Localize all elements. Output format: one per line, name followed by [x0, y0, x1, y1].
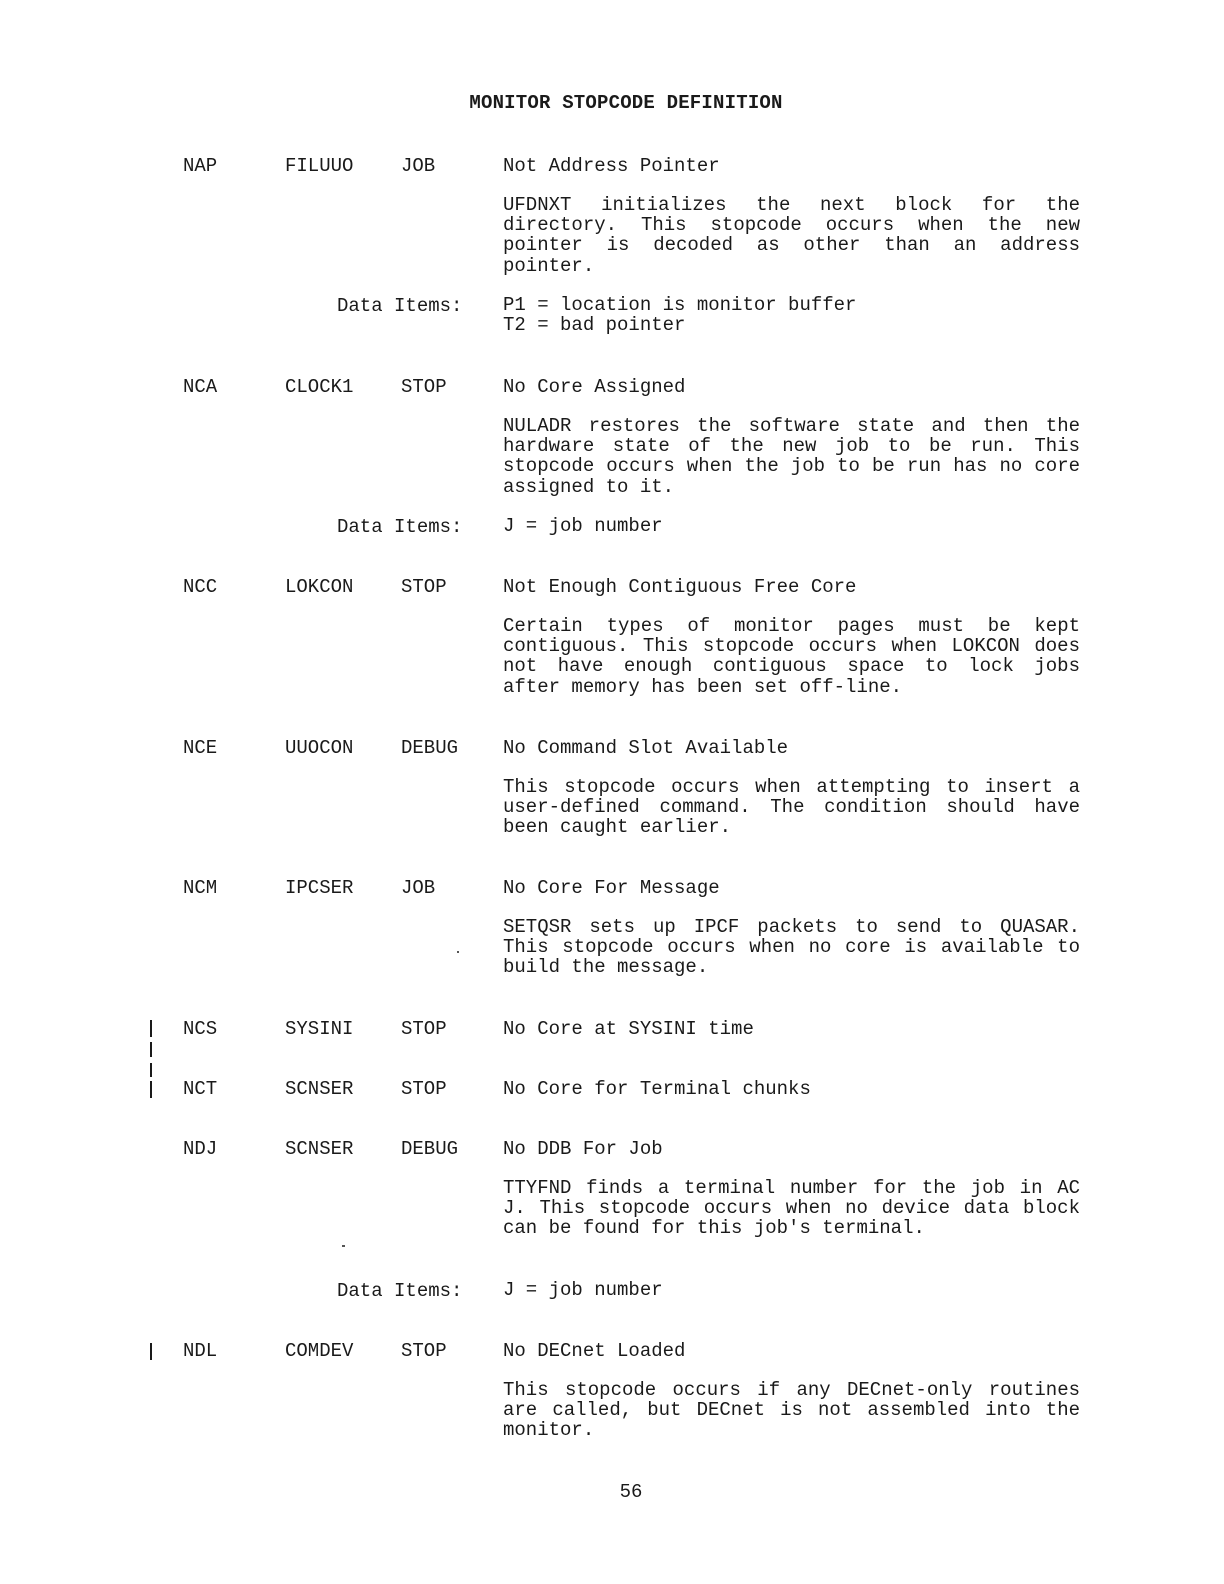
- stopcode-description: This stopcode occurs when attempting to insert a user-defined command. The condition should have been caught earlier.: [503, 776, 1080, 839]
- stopcode-title: No Core at SYSINI time: [503, 1018, 754, 1040]
- stopcode-module: CLOCK1: [285, 376, 354, 398]
- stopcode-title: No Core for Terminal chunks: [503, 1078, 811, 1100]
- stopcode-module: SCNSER: [285, 1078, 354, 1100]
- data-items-label: Data Items:: [337, 295, 463, 317]
- stopcode-description: TTYFND finds a terminal number for the job in AC J. This stopcode occurs when no device data block can be found for this job's terminal.: [503, 1177, 1080, 1240]
- data-items: [503, 295, 856, 335]
- stopcode-module: LOKCON: [285, 576, 354, 598]
- data-items-label: Data Items:: [337, 1280, 463, 1302]
- stopcode-title: No Core Assigned: [503, 376, 686, 398]
- change-bar: [150, 1343, 152, 1360]
- page-title: MONITOR STOPCODE DEFINITION: [469, 92, 783, 114]
- stopcode-name: NDJ: [183, 1138, 218, 1160]
- stopcode-type: STOP: [401, 1018, 447, 1040]
- stopcode-title: No Core For Message: [503, 877, 720, 899]
- data-items: [503, 1280, 663, 1300]
- stopcode-name: NCE: [183, 737, 218, 759]
- stopcode-type: DEBUG: [401, 737, 459, 759]
- stopcode-module: SYSINI: [285, 1018, 354, 1040]
- scan-speck: [342, 1245, 345, 1247]
- data-item: P1 = location is monitor buffer: [503, 294, 857, 316]
- stopcode-module: IPCSER: [285, 877, 354, 899]
- stopcode-name: NCT: [183, 1078, 218, 1100]
- stopcode-module: FILUUO: [285, 155, 354, 177]
- scan-speck: [457, 951, 459, 953]
- data-item: T2 = bad pointer: [503, 314, 686, 337]
- stopcode-description: NULADR restores the software state and then the hardware state of the new job to be run. This stopcode occurs when the job to be run has no core assigned to it.: [503, 415, 1080, 498]
- stopcode-description: Certain types of monitor pages must be kept contiguous. This stopcode occurs when LOKCON does not have enough contiguous space to lock jobs after memory has been set off-line.: [503, 615, 1080, 698]
- stopcode-type: STOP: [401, 576, 447, 598]
- stopcode-name: NDL: [183, 1340, 218, 1362]
- stopcode-type: DEBUG: [401, 1138, 459, 1160]
- change-bar: [150, 1020, 152, 1037]
- stopcode-type: STOP: [401, 1340, 447, 1362]
- stopcode-module: COMDEV: [285, 1340, 354, 1362]
- change-bar: [150, 1081, 152, 1098]
- stopcode-type: JOB: [401, 155, 436, 177]
- stopcode-type: JOB: [401, 877, 436, 899]
- stopcode-title: Not Address Pointer: [503, 155, 720, 177]
- stopcode-name: NCA: [183, 376, 218, 398]
- stopcode-type: STOP: [401, 1078, 447, 1100]
- stopcode-title: Not Enough Contiguous Free Core: [503, 576, 857, 598]
- stopcode-module: UUOCON: [285, 737, 354, 759]
- data-items: [503, 516, 663, 536]
- stopcode-name: NCS: [183, 1018, 218, 1040]
- stopcode-description: SETQSR sets up IPCF packets to send to QUASAR. This stopcode occurs when no core is available to build the message.: [503, 916, 1080, 979]
- stopcode-name: NAP: [183, 155, 218, 177]
- stopcode-module: SCNSER: [285, 1138, 354, 1160]
- data-items-label: Data Items:: [337, 516, 463, 538]
- stopcode-description: This stopcode occurs if any DECnet-only routines are called, but DECnet is not assembled into the monitor.: [503, 1379, 1080, 1442]
- data-item: J = job number: [503, 515, 663, 537]
- stopcode-title: No DECnet Loaded: [503, 1340, 686, 1362]
- change-bar: [150, 1063, 152, 1077]
- page-number: 56: [619, 1481, 643, 1503]
- stopcode-title: No DDB For Job: [503, 1138, 663, 1160]
- stopcode-title: No Command Slot Available: [503, 737, 789, 759]
- data-item: J = job number: [503, 1279, 663, 1301]
- change-bar: [150, 1042, 152, 1057]
- stopcode-type: STOP: [401, 376, 447, 398]
- stopcode-description: UFDNXT initializes the next block for the directory. This stopcode occurs when the new pointer is decoded as other than an address pointer.: [503, 194, 1080, 277]
- stopcode-name: NCC: [183, 576, 218, 598]
- stopcode-name: NCM: [183, 877, 218, 899]
